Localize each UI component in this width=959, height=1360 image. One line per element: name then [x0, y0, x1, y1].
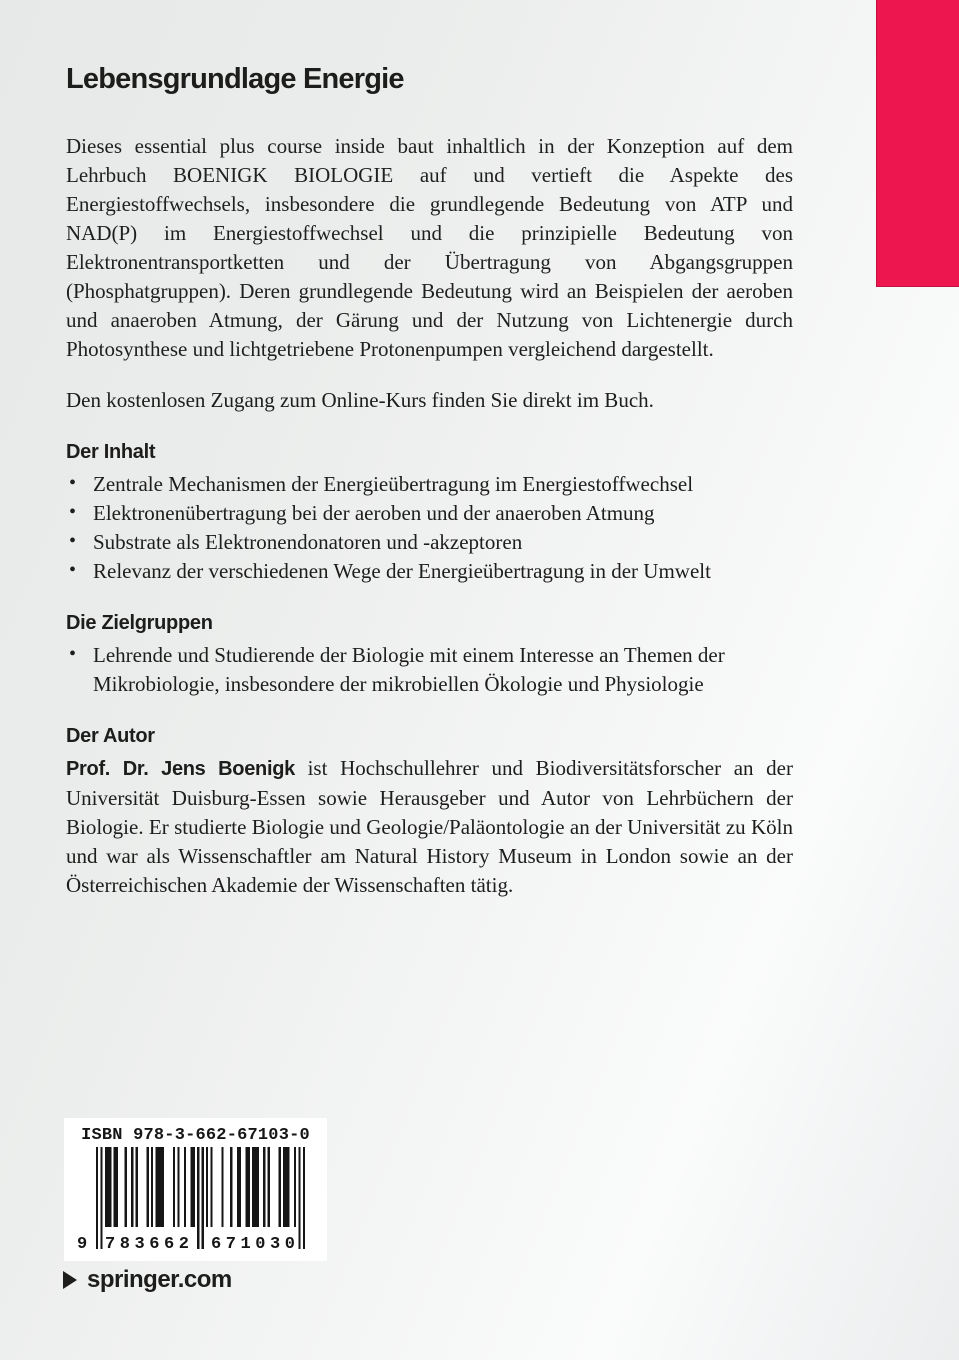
- target-groups-list: [66, 641, 793, 699]
- book-title: Lebensgrundlage Energie: [66, 63, 404, 95]
- isbn-barcode-box: [64, 1118, 327, 1261]
- contents-heading: Der Inhalt: [66, 440, 156, 463]
- list-item: • Zentrale Mechanismen der Energieübertragung im Energiestoffwechsel: [66, 470, 793, 499]
- online-course-note: Den kostenlosen Zugang zum Online-Kurs finden Sie direkt im Buch.: [66, 387, 654, 412]
- list-item: • Substrate als Elektronendonatoren und -akzeptoren: [66, 528, 793, 557]
- ean-barcode: [72, 1147, 305, 1253]
- ean-digits-group1: 783662: [105, 1235, 189, 1253]
- isbn-label: ISBN 978-3-662-67103-0: [81, 1126, 310, 1145]
- series-color-tab: [876, 0, 959, 287]
- target-groups-heading: Die Zielgruppen: [66, 611, 213, 634]
- book-description: Dieses essential plus course inside baut inhaltlich in der Konzeption auf dem Lehrbuch BOENIGK BIOLOGIE auf und vertieft die Aspekte des Energiestoffwechsels, insbesondere die grundlegende Bedeutung von ATP und NAD(P) im Energiestoffwechsel und die prinzipielle Bedeutung von Elektronentransportketten und der Übertragung von Abgangsgruppen (Phosphatgruppen). Deren grundlegende Bedeutung wird an Beispielen der aeroben und anaeroben Atmung, der Gärung und der Nutzung von Lichtenergie durch Photosynthese und lichtgetriebene Protonenpumpen vergleichend dargestellt.: [66, 133, 793, 361]
- arrow-right-icon: [63, 1271, 77, 1289]
- author-heading: Der Autor: [66, 724, 155, 747]
- author-name: Prof. Dr. Jens Boenigk: [66, 757, 295, 780]
- list-item: • Relevanz der verschiedenen Wege der Energieübertragung in der Umwelt: [66, 557, 793, 586]
- back-cover-text: [66, 64, 793, 900]
- list-item: • Elektronenübertragung bei der aeroben und der anaeroben Atmung: [66, 499, 793, 528]
- contents-list: [66, 470, 793, 586]
- ean-digits-group2: 671030: [211, 1235, 295, 1253]
- publisher-url: springer.com: [87, 1266, 232, 1293]
- list-item: • Lehrende und Studierende der Biologie mit einem Interesse an Themen der Mikrobiologie, insbesondere der mikrobiellen Ökologie und Physiologie: [66, 641, 793, 699]
- author-bio-text: ist Hochschullehrer und Biodiversitätsforscher an der Universität Duisburg-Essen sowie Herausgeber und Autor von Lehrbüchern der Biologie. Er studierte Biologie und Geologie/Paläontologie an der Universität zu Köln und war als Wissenschaftler am Natural History Museum in London sowie an der Österreichischen Akademie der Wissenschaften tätig.: [66, 755, 793, 897]
- publisher-footer: [63, 1266, 232, 1294]
- author-bio: [66, 754, 793, 900]
- ean-digit-left: 9: [77, 1235, 88, 1253]
